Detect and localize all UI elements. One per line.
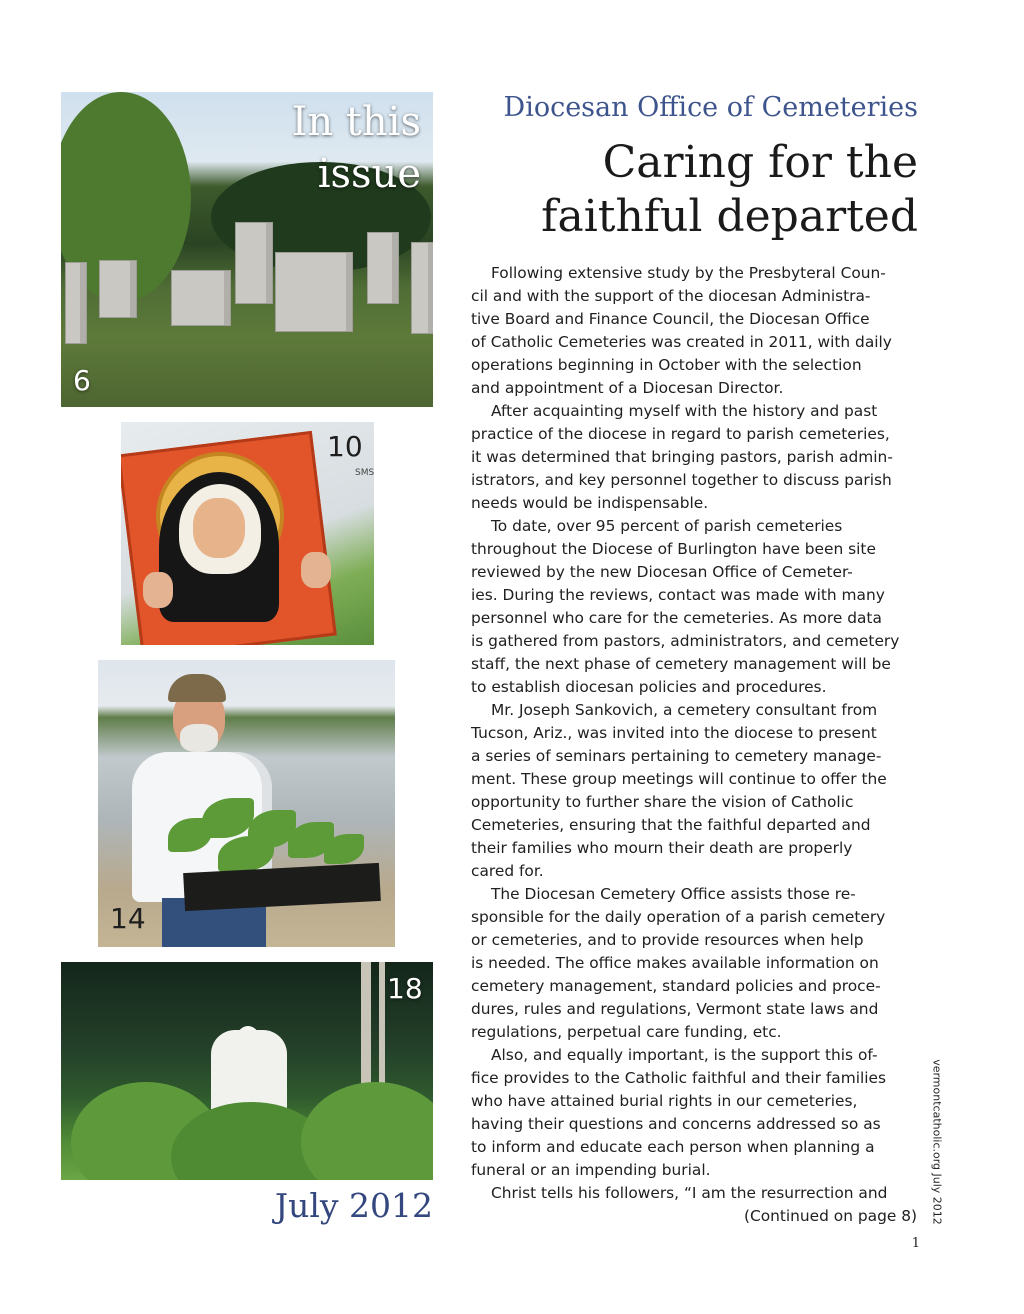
sidebar-url-date: vermontcatholic.org July 2012 <box>930 1059 944 1225</box>
cover-photo-plants <box>98 660 395 947</box>
cover-photo-statue <box>61 962 433 1180</box>
photo-page-number: 18 <box>387 972 423 1005</box>
cover-photo-icon-painting <box>121 422 374 645</box>
cover-photo-cemetery <box>61 92 433 407</box>
article-body: Following extensive study by the Presbyteral Coun- cil and with the support of the diocesan Administra- tive Board and Finance Council, the Diocesan Office of Catholic Cemeteries was created in 2011, with daily operations beginning in October with the selection and appointment of a Diocesan Director. After acquainting myself with the history and past practice of the diocese in regard to parish cemeteries, it was determined that bringing pastors, parish admin- istrators, and key personnel together to discuss parish needs would be indispensable. To date, over 95 percent of parish cemeteries throughout the Diocese of Burlington have been site reviewed by the new Diocesan Office of Cemeter- ies. During the reviews, contact was made with many personnel who care for the cemeteries. As more data is gathered from pastors, administrators, and cemetery staff, the next phase of cemetery management will be to establish diocesan policies and procedures. Mr. Joseph Sankovich, a cemetery consultant from Tucson, Ariz., was invited into the diocese to present a series of seminars pertaining to cemetery manage- ment. These group meetings will continue to offer the opportunity to further share the vision of Catholic Cemeteries, ensuring that the faithful departed and their families who mourn their death are properly cared for. The Diocesan Cemetery Office assists those re- sponsible for the daily operation of a parish cemetery or cemeteries, and to provide resources when help is needed. The office makes available information on cemetery management, standard policies and proce- dures, rules and regulations, Vermont state laws and regulations, perpetual care funding, etc. Also, and equally important, is the support this of- fice provides to the Catholic faithful and their families who have attained burial rights in our cemeteries, having their questions and concerns addressed so as to inform and educate each person when planning a funeral or an impending burial. Christ tells his followers, “I am the resurrection and (Continued on page 8) <box>471 262 923 1228</box>
page-number: 1 <box>911 1236 920 1251</box>
photo-page-number: 6 <box>73 364 91 397</box>
article-title: Caring for the faithful departed <box>541 137 918 242</box>
photo-page-number: 10 <box>327 430 363 463</box>
continued-note: (Continued on page 8) <box>743 1207 917 1225</box>
issue-date: July 2012 <box>274 1186 433 1225</box>
section-heading: Diocesan Office of Cemeteries <box>503 92 918 123</box>
photo-page-number: 14 <box>110 902 146 935</box>
in-this-issue-heading: In this issue <box>291 99 421 197</box>
photo-credit: SMS <box>355 468 374 478</box>
